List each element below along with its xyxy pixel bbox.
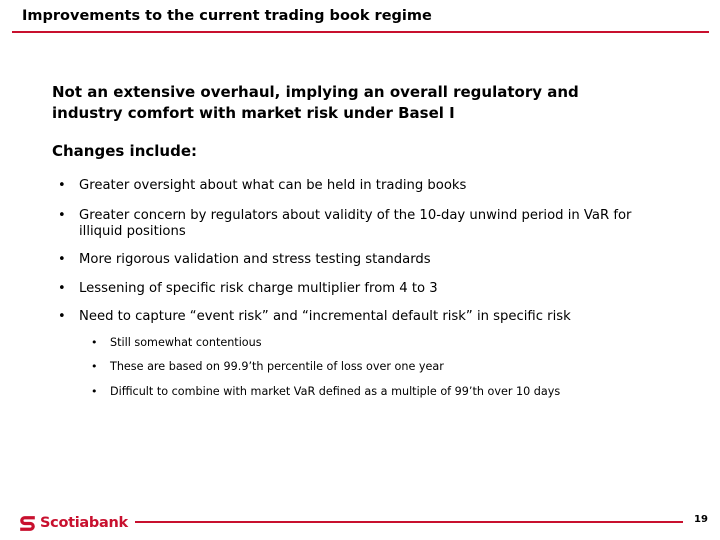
sub-list-item-text: Difficult to combine with market VaR defined as a multiple of 99’th over 10 days [110, 385, 561, 398]
bullet-icon: • [58, 252, 66, 267]
list-item-text: Lessening of specific risk charge multiplier from 4 to 3 [79, 281, 438, 296]
scotiabank-logo [18, 512, 128, 534]
bullet-icon: • [58, 208, 66, 223]
list-item [58, 178, 699, 194]
list-item [58, 281, 699, 297]
title-divider [12, 31, 709, 33]
page-number: 19 [694, 514, 708, 525]
list-item [58, 208, 639, 240]
bullet-icon: • [58, 178, 66, 193]
bullet-icon: • [58, 309, 66, 324]
list-item [58, 309, 699, 325]
list-item-text: Greater oversight about what can be held in trading books [79, 178, 467, 193]
bullet-icon: • [91, 360, 98, 373]
bullet-icon: • [58, 281, 66, 296]
changes-heading: Changes include: [52, 142, 197, 160]
list-item [58, 252, 699, 268]
bullet-icon: • [91, 385, 98, 398]
sub-list-item-text: Still somewhat contentious [110, 336, 262, 349]
sub-list-item [91, 336, 700, 350]
bullet-icon: • [91, 336, 98, 349]
list-item-text: Need to capture “event risk” and “incremental default risk” in specific risk [79, 309, 571, 324]
footer-divider [135, 521, 683, 523]
sub-list-item [91, 360, 700, 374]
intro-text: Not an extensive overhaul, implying an overall regulatory and industry comfort with market risk under Basel I [52, 83, 579, 122]
list-item-text: More rigorous validation and stress testing standards [79, 252, 431, 267]
sub-list-item [91, 385, 700, 399]
slide-title: Improvements to the current trading book regime [22, 8, 432, 24]
scotiabank-s-logo-icon [18, 514, 37, 533]
sub-list-item-text: These are based on 99.9’th percentile of loss over one year [110, 360, 444, 373]
brand-name: Scotiabank [40, 515, 128, 531]
list-item-text: Greater concern by regulators about validity of the 10-day unwind period in VaR for illiquid positions [79, 208, 632, 239]
